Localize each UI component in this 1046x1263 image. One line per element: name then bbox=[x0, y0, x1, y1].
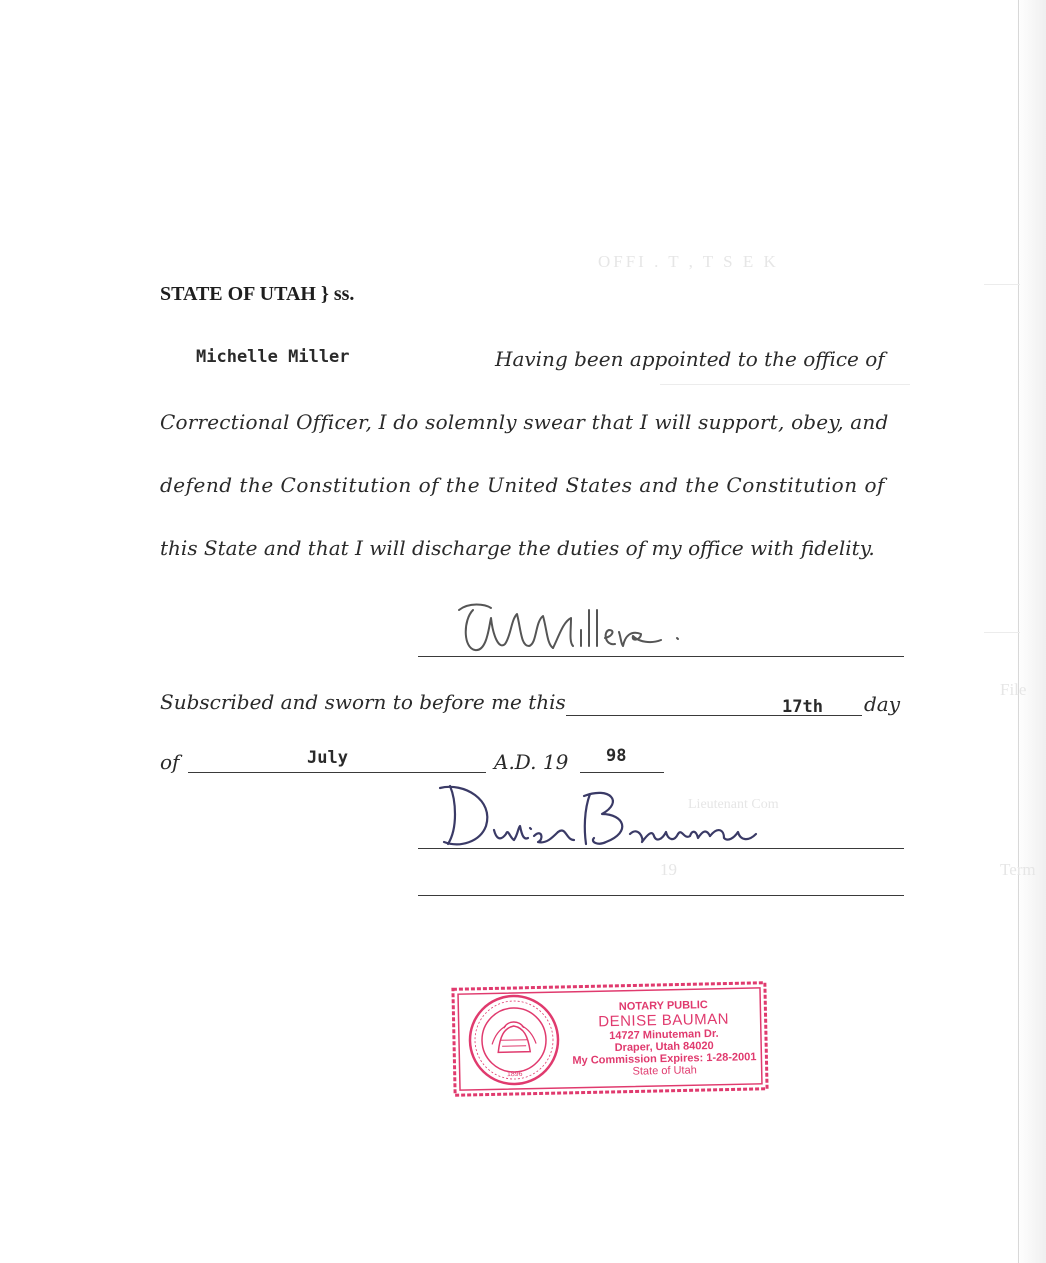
bleed-through-line bbox=[984, 284, 1020, 285]
jurat-prefix: Subscribed and sworn to before me this bbox=[160, 690, 566, 714]
bleed-through-line bbox=[984, 632, 1020, 633]
bleed-through-text: File bbox=[1000, 680, 1027, 699]
state-heading: STATE OF UTAH } ss. bbox=[160, 283, 355, 305]
oath-line: this State and that I will discharge the duties of my office with fidelity. bbox=[160, 536, 875, 560]
stamp-title: NOTARY PUBLIC bbox=[618, 999, 708, 1013]
oath-line: Correctional Officer, I do solemnly swear that I will support, obey, and bbox=[160, 410, 889, 434]
oath-line: Having been appointed to the office of bbox=[495, 347, 885, 371]
month-value: July bbox=[307, 748, 348, 768]
bleed-through-text: Term bbox=[1000, 860, 1036, 879]
notary-signature bbox=[434, 780, 774, 854]
stamp-name: DENISE BAUMAN bbox=[598, 1010, 730, 1031]
bleed-through-text: OFFI . T , T S E K bbox=[598, 252, 779, 271]
notary-signature-line bbox=[418, 848, 904, 849]
year-line bbox=[580, 772, 664, 773]
seal-year: 1896 bbox=[506, 1070, 523, 1079]
page-edge bbox=[1016, 0, 1046, 1263]
year-prefix: A.D. 19 bbox=[494, 750, 569, 774]
oath-line: defend the Constitution of the United States and the Constitution of bbox=[160, 473, 885, 497]
notary-title-line bbox=[418, 895, 904, 896]
stamp-commission: My Commission Expires: 1-28-2001 bbox=[572, 1051, 757, 1067]
affiant-signature-line bbox=[418, 656, 904, 657]
stamp-state: State of Utah bbox=[632, 1064, 697, 1078]
day-label: day bbox=[864, 692, 901, 716]
affiant-signature bbox=[455, 596, 695, 660]
of-label: of bbox=[160, 750, 180, 774]
day-value: 17th bbox=[782, 697, 823, 717]
bleed-through-line bbox=[660, 384, 910, 385]
bleed-through-text: 19 bbox=[660, 860, 677, 879]
stamp-address-1: 14727 Minuteman Dr. bbox=[609, 1027, 719, 1043]
stamp-address-2: Draper, Utah 84020 bbox=[614, 1039, 714, 1055]
notary-stamp-text bbox=[565, 998, 763, 1079]
year-value: 98 bbox=[606, 746, 627, 766]
affiant-name: Michelle Miller bbox=[196, 347, 350, 367]
month-line bbox=[188, 772, 486, 773]
bleed-through-text: Lieutenant Com bbox=[688, 797, 779, 812]
